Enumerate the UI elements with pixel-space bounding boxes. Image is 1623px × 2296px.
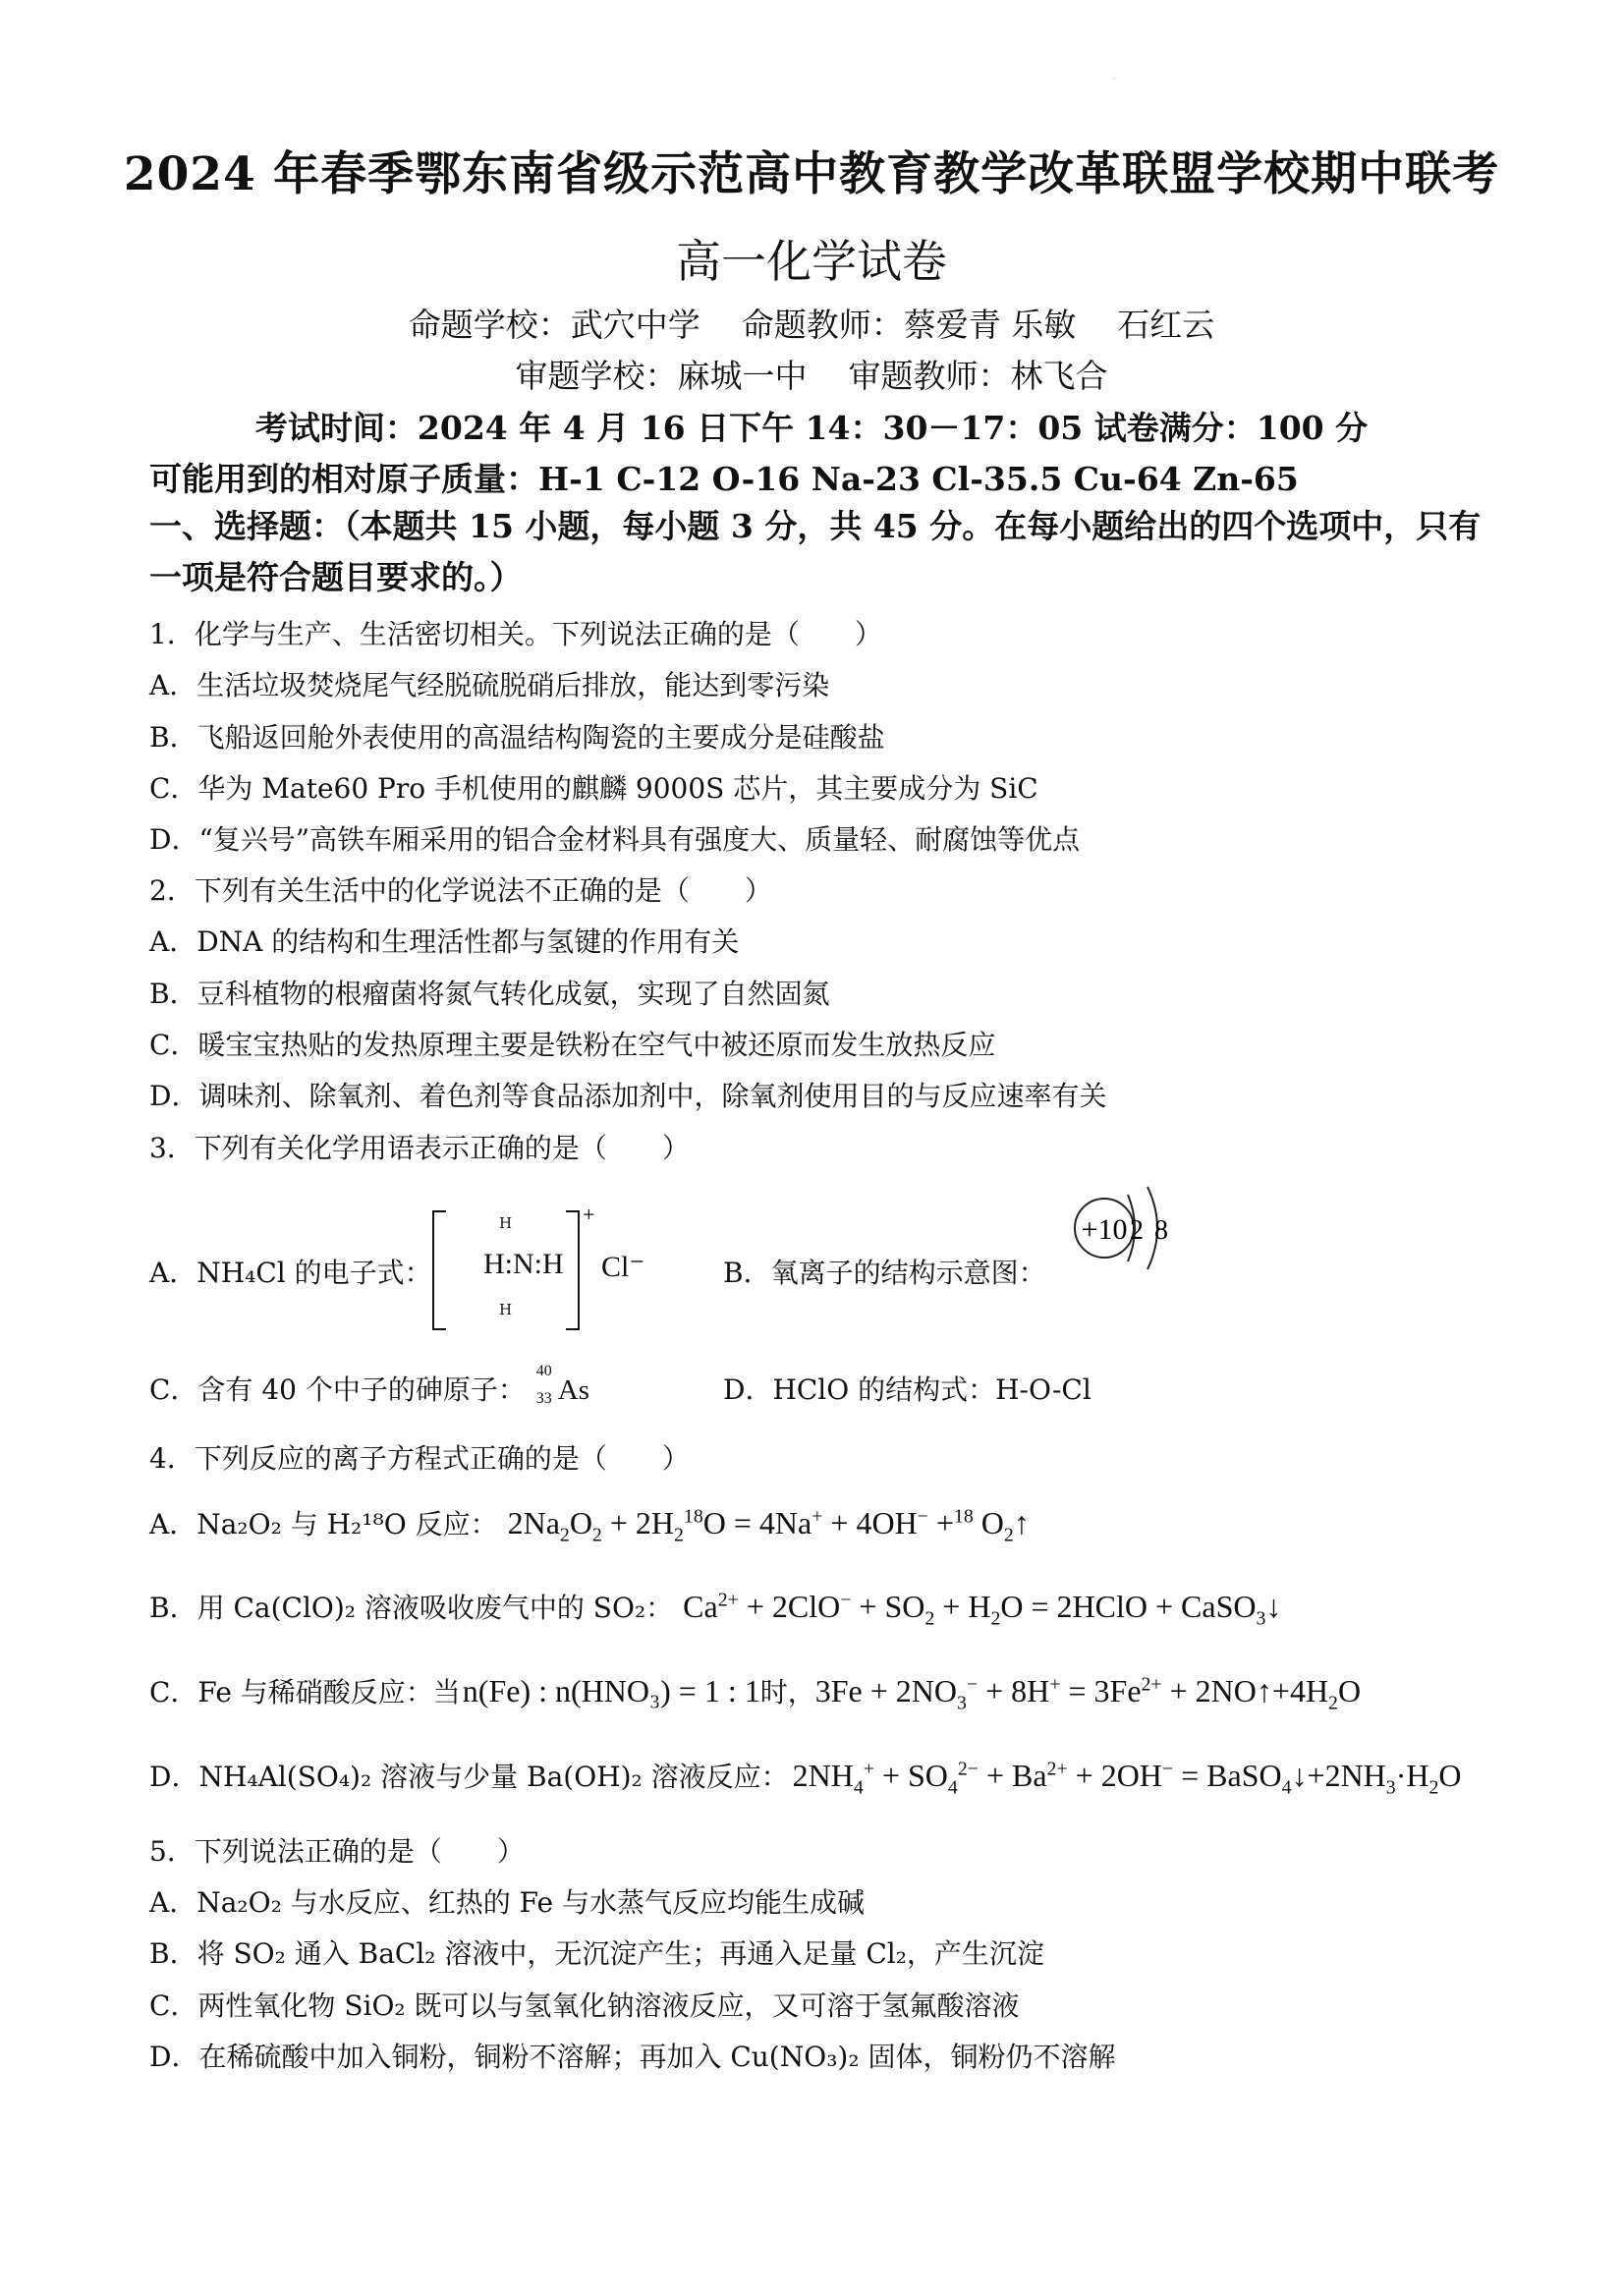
atomic-number: 33 [535,1389,552,1407]
nh4-charge: + [582,1204,595,1223]
q4-option-d [149,1756,1462,1799]
oxygen-ion-structure-diagram [1069,1177,1187,1285]
q4-stem: 4．下列反应的离子方程式正确的是（ ） [149,1442,690,1475]
proposer-teachers: 命题教师：蔡爱青 乐敏 [741,306,1077,344]
nh4-top-h: H [499,1214,513,1232]
exam-subtitle: 高一化学试卷 [676,235,947,288]
q4-option-d-label: D．NH₄Al(SO₄)₂ 溶液与少量 Ba(OH)₂ 溶液反应： [149,1761,789,1793]
proposer-teacher-3: 石红云 [1117,306,1215,344]
q2-option-a: A．DNA 的结构和生理活性都与氢键的作用有关 [149,925,740,958]
q4-option-c [149,1671,1361,1714]
q5-option-a: A．Na₂O₂ 与水反应、红热的 Fe 与水蒸气反应均能生成碱 [149,1886,865,1919]
reviewer-teacher: 审题教师：林飞合 [848,357,1108,395]
element-symbol: As [557,1373,589,1406]
q3-option-a-label: A．NH₄Cl 的电子式： [149,1257,432,1289]
left-bracket [432,1210,446,1330]
q2-option-d: D．调味剂、除氧剂、着色剂等食品添加剂中，除氧剂使用目的与反应速率有关 [149,1080,1107,1112]
arsenic-nuclide [534,1362,593,1408]
exam-info: 考试时间：2024 年 4 月 16 日下午 14：30－17：05 试卷满分：100 分 [254,409,1369,447]
q1-option-a: A．生活垃圾焚烧尾气经脱硫脱硝后排放，能达到零污染 [149,669,830,701]
shell-1-electrons: 2 [1130,1215,1144,1246]
reviewer-school: 审题学校：麻城一中 [515,357,808,395]
q3-option-c-label: C．含有 40 个中子的砷原子： [149,1373,526,1406]
nucleus-charge: +10 [1081,1213,1128,1246]
condition-c: n(Fe) : n(HNO₃) = 1 : 1 [462,1673,760,1708]
q1-option-c: C．华为 Mate60 Pro 手机使用的麒麟 9000S 芯片，其主要成分为 SiC [149,772,1038,805]
section-heading: 一、选择题：（本题共 15 小题，每小题 3 分，共 45 分。在每小题给出的四个选项中，只有一项是符合题目要求的。） [149,507,1482,596]
equation-a: $2Na_2O_2 + 2H_2^{18}O = 4Na^+ + 4OH^- +^{18}$ $O_2↑$ [507,1505,1030,1546]
q3-option-c [149,1362,593,1408]
q1-option-d: D．“复兴号”高铁车厢采用的铝合金材料具有强度大、质量轻、耐腐蚀等优点 [149,823,1081,856]
nh4-center: H:N:H [483,1248,564,1280]
q5-option-d: D．在稀硫酸中加入铜粉，铜粉不溶解；再加入 Cu(NO₃)₂ 固体，铜粉仍不溶解 [149,2041,1116,2073]
nh4-electron-formula [432,1204,595,1326]
q4-option-b [149,1587,1281,1630]
exam-title: 2024 年春季鄂东南省级示范高中教育教学改革联盟学校期中联考 [123,147,1500,201]
q2-stem: 2．下列有关生活中的化学说法不正确的是（ ） [149,874,772,907]
q4-option-c-mid: 时， [759,1676,815,1708]
q5-stem: 5．下列说法正确的是（ ） [149,1835,525,1868]
equation-c: $3Fe + 2NO_3^- + 8H^+ = 3Fe^{2+}$ + $2NO↑+4H_2O$ [814,1673,1362,1714]
q5-option-c: C．两性氧化物 SiO₂ 既可以与氢氧化钠溶液反应，又可溶于氢氟酸溶液 [149,1989,1020,2022]
q1-option-b: B．飞船返回舱外表使用的高温结构陶瓷的主要成分是硅酸盐 [149,721,885,754]
q2-option-b: B．豆科植物的根瘤菌将氮气转化成氨，实现了自然固氮 [149,978,830,1010]
q4-option-a [149,1503,1030,1546]
reviewer-info [0,351,1623,397]
equation-d: $2NH_4^+ + SO_4^{2-} + Ba^{2+} + 2OH^-$ = $BaSO_4↓+2NH_3\cdot H_2O$ [792,1758,1462,1799]
right-bracket [566,1210,580,1330]
q1-stem: 1．化学与生产、生活密切相关。下列说法正确的是（ ） [149,618,882,650]
scan-mark: · [1113,75,1116,84]
q3-option-d: D．HClO 的结构式：H-O-Cl [723,1373,1091,1406]
atomic-masses: 可能用到的相对原子质量：H-1 C-12 O-16 Na-23 Cl-35.5 Cu-64 Zn-65 [149,460,1299,498]
q4-option-b-label: B．用 Ca(ClO)₂ 溶液吸收废气中的 SO₂： [149,1592,674,1624]
proposer-school: 命题学校：武穴中学 [408,306,700,344]
q2-option-c: C．暖宝宝热贴的发热原理主要是铁粉在空气中被还原而发生放热反应 [149,1029,996,1061]
q4-option-c-label: C．Fe 与稀硝酸反应：当 [149,1676,461,1708]
chloride-ion: Cl⁻ [601,1251,645,1283]
nh4-bottom-h: H [499,1301,513,1318]
mass-number: 40 [535,1362,552,1379]
shell-2-electrons: 8 [1154,1215,1168,1246]
proposer-info [0,300,1623,346]
q5-option-b: B．将 SO₂ 通入 BaCl₂ 溶液中，无沉淀产生；再通入足量 Cl₂，产生沉淀 [149,1937,1044,1970]
q3-option-b-label: B．氧离子的结构示意图： [723,1257,1046,1289]
q4-option-a-label: A．Na₂O₂ 与 H₂¹⁸O 反应： [149,1508,498,1540]
equation-b: $Ca^{2+} + 2ClO^- + SO_2 + H_2O$ = 2HClO + CaSO$_3$↓ [683,1589,1282,1630]
q3-stem: 3．下列有关化学用语表示正确的是（ ） [149,1132,690,1164]
